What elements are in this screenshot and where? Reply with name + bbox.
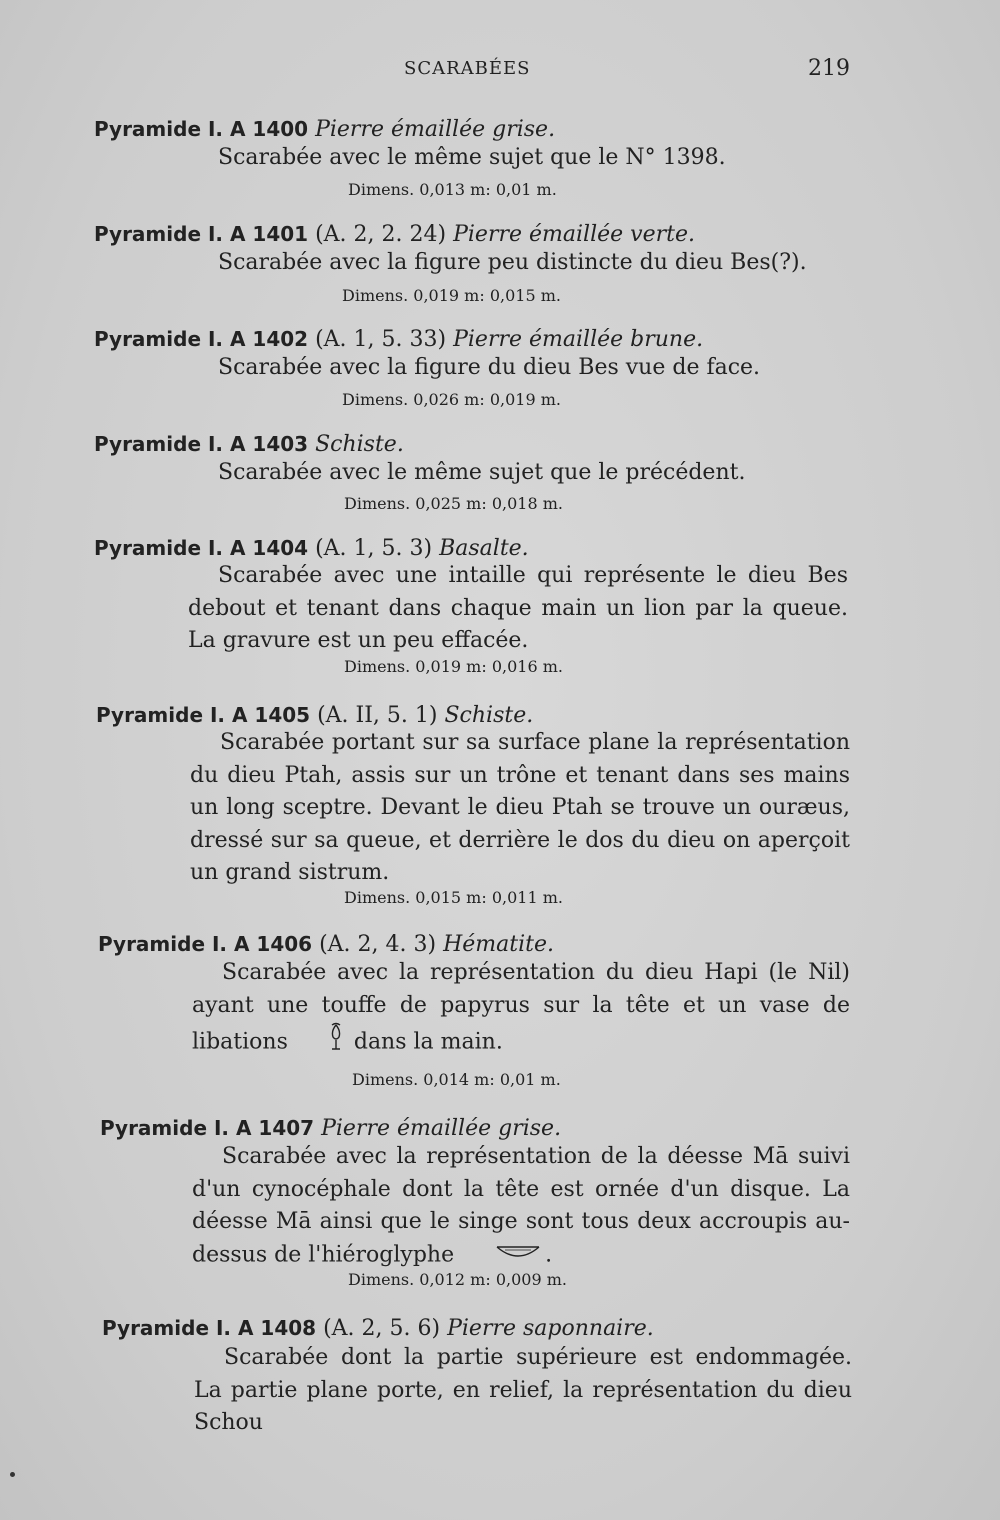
entry-description: Scarabée avec la figure du dieu Bes vue de face. <box>218 355 761 380</box>
entry-material: Pierre saponnaire. <box>447 1316 654 1341</box>
entry-heading <box>94 222 695 247</box>
page-blemish <box>10 1472 15 1477</box>
entry-material: Pierre émaillée grise. <box>321 1116 562 1141</box>
entry-dimensions: Dimens. 0,019 m: 0,015 m. <box>342 286 561 305</box>
entry-description-text-end: . <box>545 1241 553 1267</box>
entry-material: Basalte. <box>439 536 529 561</box>
entry-heading <box>94 327 703 352</box>
entry-dimensions: Dimens. 0,014 m: 0,01 m. <box>352 1070 561 1089</box>
entry-material: Schiste. <box>444 703 534 728</box>
entry-dimensions: Dimens. 0,012 m: 0,009 m. <box>348 1270 567 1289</box>
entry-heading <box>94 432 404 457</box>
entry-description: Scarabée portant sur sa surface plane la représentation du dieu Ptah, assis sur un trône et tenant dans ses mains un long sceptre. Devant le dieu Ptah se trouve un ouræus, dressé sur sa queue, et derrière le dos du dieu on aperçoit un grand sistrum. <box>190 730 850 885</box>
entry-heading <box>94 536 529 561</box>
entry-reference: Pyramide I. A 1406 <box>98 932 313 956</box>
entry-description: Scarabée avec une intaille qui représente le dieu Bes debout et tenant dans chaque main un lion par la queue. La gravure est un peu effacée. <box>188 563 848 653</box>
entry-reference: Pyramide I. A 1408 <box>102 1316 317 1340</box>
entry-source: (A. 1, 5. 3) <box>315 536 433 561</box>
entry-reference: Pyramide I. A 1405 <box>96 703 311 727</box>
entry-reference: Pyramide I. A 1404 <box>94 536 309 560</box>
basket-hieroglyph-icon <box>465 1239 541 1272</box>
entry-source: (A. 1, 5. 33) <box>315 327 447 352</box>
entry-description: Scarabée avec la figure peu distincte du dieu Bes(?). <box>218 250 807 275</box>
entry-heading <box>102 1316 654 1341</box>
entry-dimensions: Dimens. 0,019 m: 0,016 m. <box>344 657 563 676</box>
entry-material: Pierre émaillée grise. <box>315 117 556 142</box>
entry-dimensions: Dimens. 0,015 m: 0,011 m. <box>344 888 563 907</box>
entry-heading <box>98 932 554 957</box>
entry-description-text-end: dans la main. <box>353 1029 503 1055</box>
libation-vase-hieroglyph-icon <box>299 1022 343 1063</box>
entry-heading <box>100 1116 561 1141</box>
entry-reference: Pyramide I. A 1402 <box>94 327 309 351</box>
entry-material: Schiste. <box>315 432 404 457</box>
entry-heading <box>94 117 555 142</box>
entry-description: Scarabée avec le même sujet que le N° 1398. <box>218 145 726 170</box>
entry-source: (A. II, 5. 1) <box>317 703 438 728</box>
entry-source: (A. 2, 2. 24) <box>315 222 447 247</box>
entry-description: Scarabée avec le même sujet que le précédent. <box>218 460 746 485</box>
entry-description <box>192 1141 850 1271</box>
entry-source: (A. 2, 5. 6) <box>323 1316 441 1341</box>
entry-reference: Pyramide I. A 1401 <box>94 222 309 246</box>
entry-dimensions: Dimens. 0,025 m: 0,018 m. <box>344 494 563 513</box>
entry-reference: Pyramide I. A 1400 <box>94 117 309 141</box>
entry-description-text: Scarabée avec la représentation de la déesse Mā suivi d'un cynocéphale dont la tête est ornée d'un disque. La déesse Mā ainsi que le singe sont tous deux accroupis au-dessus de l'hiéroglyphe <box>192 1144 850 1267</box>
running-head: SCARABÉES <box>404 58 531 79</box>
entry-description-text: Scarabée avec la représentation du dieu Hapi (le Nil) ayant une touffe de papyrus sur la tête et un vase de libations <box>192 960 850 1055</box>
entry-reference: Pyramide I. A 1407 <box>100 1116 315 1140</box>
entry-description: Scarabée dont la partie supérieure est endommagée. La partie plane porte, en relief, la représentation du dieu Schou <box>194 1345 852 1435</box>
entry-material: Pierre émaillée brune. <box>453 327 704 352</box>
entry-source: (A. 2, 4. 3) <box>319 932 437 957</box>
entry-reference: Pyramide I. A 1403 <box>94 432 309 456</box>
entry-description <box>192 957 850 1063</box>
entry-material: Hématite. <box>443 932 555 957</box>
entry-material: Pierre émaillée verte. <box>453 222 695 247</box>
page-number: 219 <box>808 56 850 81</box>
entry-heading <box>96 703 533 728</box>
entry-dimensions: Dimens. 0,026 m: 0,019 m. <box>342 390 561 409</box>
entry-dimensions: Dimens. 0,013 m: 0,01 m. <box>348 180 557 199</box>
